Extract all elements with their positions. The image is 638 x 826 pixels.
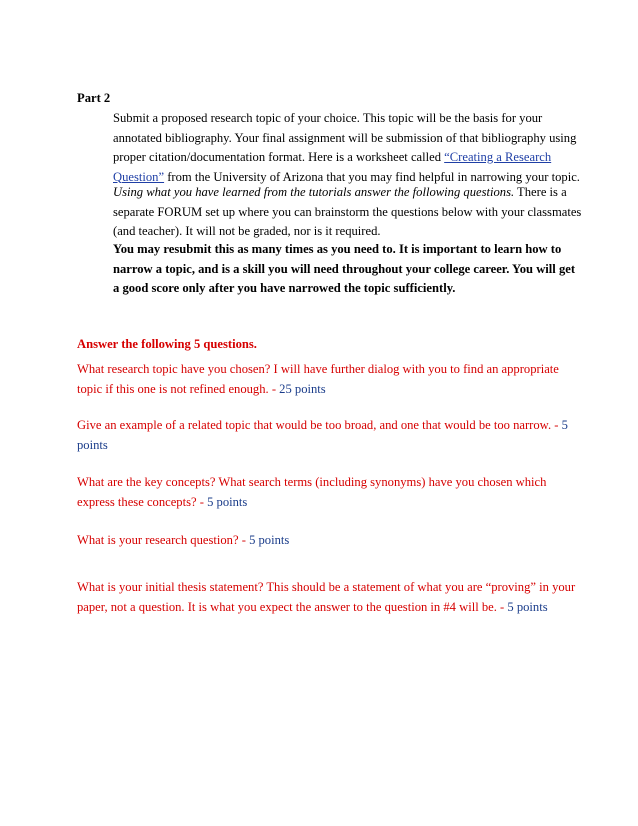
question-2 — [77, 416, 577, 455]
question-3-points: 5 points — [207, 494, 248, 509]
question-4-points: 5 points — [249, 533, 290, 547]
resubmit-note: You may resubmit this as many times as you need to. It is important to learn how to narrow a topic, and is a skill you will need throughout your college career. You will get a good score only after you have narrowed the topic sufficiently. — [113, 242, 576, 295]
question-4-text: What is your research question? - — [77, 533, 250, 547]
intro-paragraph — [113, 109, 583, 187]
part-title: Part 2 — [77, 91, 111, 105]
question-4 — [77, 531, 577, 551]
intro-text-end: from the University of Arizona that you may find helpful in narrowing your topic. — [164, 169, 580, 184]
tutorial-paragraph — [113, 183, 583, 242]
question-5-text: What is your initial thesis statement? This should be a statement of what you are “proving” in your paper, not a question. It is what you expect the answer to the question in #4 will be. - — [77, 580, 576, 614]
tutorial-instruction: Using what you have learned from the tutorials answer the following questions. — [113, 185, 515, 199]
intro-text-start: Submit a proposed research topic of your choice. This topic will be the basis for your annotated bibliography. Your final assignment will be submission of that bibliography using proper citation/documentation format. Here is a worksheet called — [113, 111, 577, 164]
questions-heading: Answer the following 5 questions. — [77, 337, 257, 351]
question-3-text: What are the key concepts? What search terms (including synonyms) have you chosen which express these concepts? - — [77, 475, 547, 509]
question-2-text: Give an example of a related topic that would be too broad, and one that would be too narrow. - — [77, 418, 562, 432]
question-1-points: 25 points — [279, 381, 326, 396]
worksheet-link[interactable]: “Creating a Research Question” — [113, 150, 552, 184]
question-3 — [77, 473, 577, 512]
question-1 — [77, 360, 577, 399]
question-1-text: What research topic have you chosen? I will have further dialog with you to find an appropriate topic if this one is not refined enough. - — [77, 362, 559, 396]
question-5-points: 5 points — [507, 599, 548, 614]
question-2-points: 5 points — [77, 418, 568, 452]
question-5 — [77, 578, 577, 617]
forum-note: There is a separate FORUM set up where you can brainstorm the questions below with your classmates (and teacher). It will not be graded, nor is it required. — [113, 185, 582, 238]
